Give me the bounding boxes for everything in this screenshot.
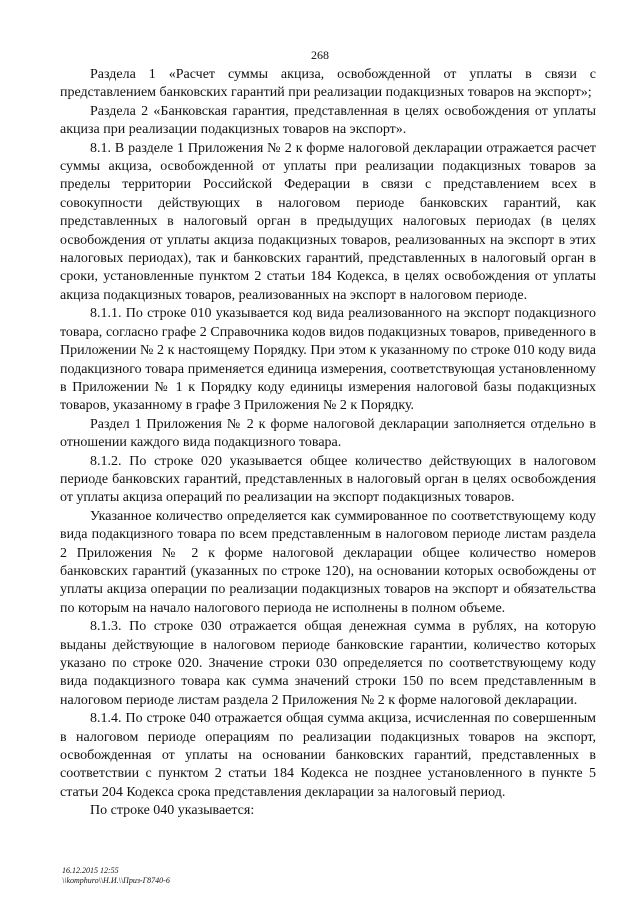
document-footer [62, 866, 170, 886]
paragraph-8-1: 8.1. В разделе 1 Приложения № 2 к форме налоговой декларации отражается расчет суммы акциза, освобожденной от уплаты при реализации подакцизных товаров за пределы территории Российской Федерации в связи с представлением всех в совокупности действующих в налоговом периоде банковских гарантий, как представленных в налоговый орган в предыдущих налоговых периодах (в целях освобождения от уплаты акциза подакцизных товаров, реализованных на экспорт в этих налоговых периодах), так и банковских гарантий, представленных в налоговый орган в сроки, установленные пунктом 2 статьи 184 Кодекса, в целях освобождения от уплаты акциза подакцизных товаров, реализованных на экспорт в налоговом периоде. [60, 140, 596, 303]
document-body [60, 66, 596, 821]
paragraph-line-040: По строке 040 указывается: [90, 803, 255, 819]
page-number: 268 [311, 48, 329, 62]
paragraph-section-1-note: Раздел 1 Приложения № 2 к форме налоговой декларации заполняется отдельно в отношении каждого вида подакцизного товара. [60, 416, 596, 451]
paragraph-8-1-1: 8.1.1. По строке 010 указывается код вида реализованного на экспорт подакцизного товара, согласно графе 2 Справочника кодов видов подакцизных товаров, приведенного в Приложении № 2 к настоящему Порядку. При этом к указанному по строке 010 коду вида подакцизного товара применяется единица измерения, соответствующая установленному в Приложении № 1 к Порядку коду единицы измерения налоговой базы подакцизных товаров, указанному в графе 3 Приложения № 2 к Порядку. [60, 306, 596, 414]
paragraph-8-1-3: 8.1.3. По строке 030 отражается общая денежная сумма в рублях, на которую выданы действующие в налоговом периоде банковские гарантии, количество которых указано по строке 020. Значение строки 030 определяется по соответствующему коду вида подакцизного товара как сумма значений строки 150 по всем представленным в налоговом периоде листам раздела 2 Приложения № 2 к форме налоговой декларации. [60, 619, 596, 708]
paragraph-quantity-definition: Указанное количество определяется как суммированное по соответствующему коду вида подакцизного товара по всем представленным в налоговом периоде листам раздела 2 Приложения № 2 к форме налоговой декларации общее количество номеров банковских гарантий (указанных по строке 120), на основании которых освобождены от уплаты акциза операции по реализации подакцизных товаров на экспорт и обязательства по которым на начало налогового периода не исполнены в полном объеме. [60, 508, 596, 616]
paragraph-section-2-title: Раздела 2 «Банковская гарантия, представленная в целях освобождения от уплаты акциза при реализации подакцизных товаров на экспорт». [60, 103, 596, 138]
footer-file-path: \\komphuro\\Н.И.\\Приз-Г8740-6 [62, 876, 170, 885]
footer-timestamp: 16.12.2015 12:55 [62, 866, 119, 875]
paragraph-8-1-4: 8.1.4. По строке 040 отражается общая сумма акциза, исчисленная по совершенным в налоговом периоде операциям по реализации подакцизных товаров на экспорт, освобожденная от уплаты на основании банковских гарантий, представленных в соответствии с пунктом 2 статьи 184 Кодекса не позднее установленного в пункте 5 статьи 204 Кодекса срока представления декларации за налоговый период. [60, 711, 596, 800]
paragraph-8-1-2: 8.1.2. По строке 020 указывается общее количество действующих в налоговом периоде банковских гарантий, представленных в налоговый орган в целях освобождения от уплаты акциза операций по реализации на экспорт подакцизных товаров. [60, 453, 596, 506]
paragraph-section-1-title: Раздела 1 «Расчет суммы акциза, освобожденной от уплаты в связи с представлением банковских гарантий при реализации подакцизных товаров на экспорт»; [60, 67, 596, 101]
